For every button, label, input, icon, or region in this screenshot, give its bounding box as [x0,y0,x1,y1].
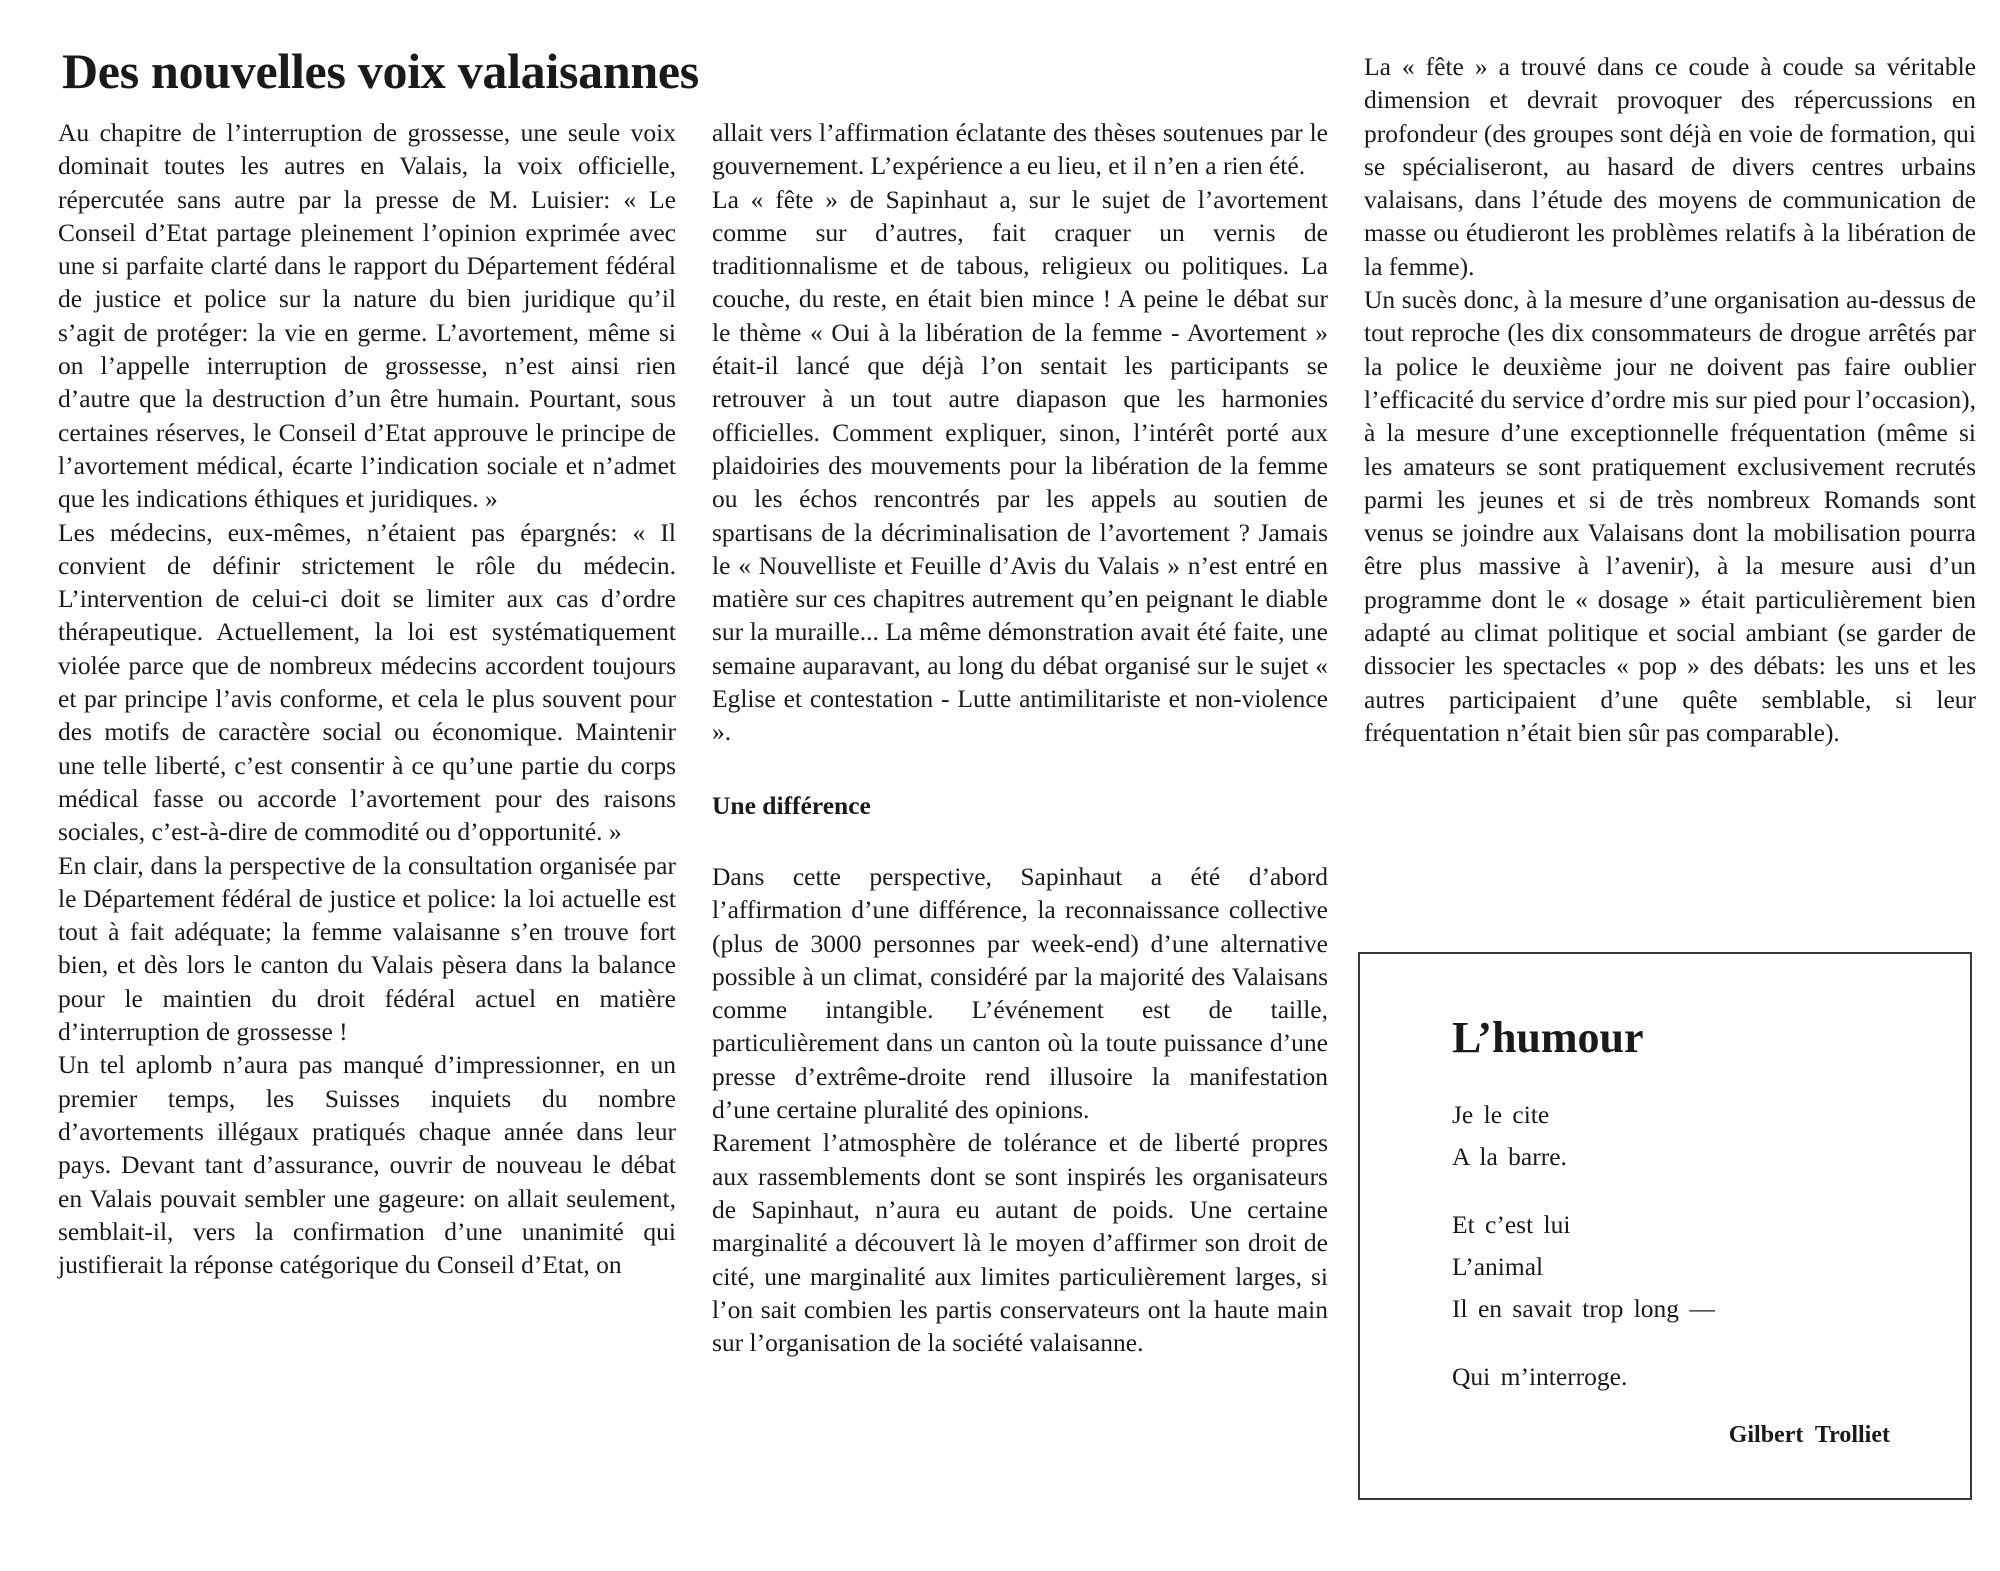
paragraph: La « fête » a trouvé dans ce coude à coude sa véritable dimension et devrait provoquer des répercussions en profondeur (des groupes sont déjà en voie de formation, qui se spécialiseront, au hasard de divers centres urbains valaisans, dans l’étude des moyens de communication de masse ou étudieront les problèmes relatifs à la libération de la femme). [1364,52,1976,281]
poem-stanza [1452,1356,1715,1398]
paragraph: Rarement l’atmosphère de tolérance et de liberté propres aux rassemblements dont se sont inspirés les organisateurs de Sapinhaut, n’aura eu autant de poids. Une certaine marginalité a découvert là le moyen d’affirmer son droit de cité, une marginalité aux limites particulièrement larges, si l’on sait combien les partis conservateurs ont la haute main sur l’organisation de la société valaisanne. [712,1128,1328,1358]
paragraph: La « fête » de Sapinhaut a, sur le sujet de l’avortement comme sur d’autres, fait craquer un vernis de traditionnalisme et de tabous, religieux ou politiques. La couche, du reste, en était bien mince ! A peine le débat sur le thème « Oui à la libération de la femme - Avortement » était-il lancé que déjà l’on sentait les participants se retrouver à un tout autre diapason que les harmonies officielles. Comment expliquer, sinon, l’intérêt porté aux plaidoiries des mouvements pour la libération de la femme ou les échos rencontrés par les appels au soutien de spartisans de la décriminalisation de l’avortement ? Jamais le « Nouvelliste et Feuille d’Avis du Valais » n’est entré en matière sur ces chapitres autrement qu’en peignant le diable sur la muraille... La même démonstration avait été faite, une semaine auparavant, au long du débat organisé sur le sujet « Eglise et contestation - Lutte antimilitariste et non-violence ». [712,184,1328,747]
paragraph: Les médecins, eux-mêmes, n’étaient pas épargnés: « Il convient de définir strictement le rôle du médecin. L’intervention de celui-ci doit se limiter aux cas d’ordre thérapeutique. Actuellement, la loi est systématiquement violée parce que de nombreux médecins accordent toujours et par principe l’avis conforme, et cela le plus souvent pour des motifs de caractère social ou économique. Maintenir une telle liberté, c’est consentir à ce qu’une partie du corps médical fasse ou accorde l’avortement pour des raisons sociales, c’est-à-dire de commodité ou d’opportunité. » [58,517,676,847]
poem-stanza [1452,1094,1715,1178]
poem-line: Qui m’interroge. [1452,1362,1628,1391]
paragraph: En clair, dans la perspective de la consultation organisée par le Département fédéral de justice et police: la loi actuelle est tout à fait adéquate; la femme valaisanne s’en trouve fort bien, et dès lors le canton du Valais pèsera dans la balance pour le maintien du droit fédéral actuel en matière d’interruption de grossesse ! [58,850,676,1047]
paragraph: Un tel aplomb n’aura pas manqué d’impressionner, en un premier temps, les Suisses inquiets du nombre d’avortements illégaux pratiqués chaque année dans leur pays. Devant tant d’assurance, ouvrir de nouveau le débat en Valais pouvait sembler une gageure: on allait seulement, semblait-il, vers la confirmation d’une unanimité qui justifierait la réponse catégorique du Conseil d’Etat, on [58,1050,676,1280]
poem-line: L’animal [1452,1252,1544,1281]
text-column-2 [712,116,1328,1359]
poem-author: Gilbert Trolliet [1728,1422,1890,1448]
poem-stanza [1452,1204,1715,1330]
text-column-3 [1364,50,1976,749]
text-column-1 [58,116,676,1281]
poem-line: Et c’est lui [1452,1210,1571,1239]
paragraph: Au chapitre de l’interruption de grossesse, une seule voix dominait toutes les autres en Valais, la voix officielle, répercutée sans autre par la presse de M. Luisier: « Le Conseil d’Etat partage pleinement l’opinion exprimée avec une si parfaite clarté dans le rapport du Département fédéral de justice et police sur la nature du bien juridique qu’il s’agit de protéger: la vie en germe. L’avortement, même si on l’appelle interruption de grossesse, n’est ainsi rien d’autre que la destruction d’un être humain. Pourtant, sous certaines réserves, le Conseil d’Etat approuve le principe de l’avortement médical, écarte l’indication sociale et n’admet que les indications éthiques et juridiques. » [58,118,676,514]
poem-line: Je le cite [1452,1100,1550,1129]
section-subheading: Une différence [712,790,871,820]
poem-box [1358,952,1972,1500]
article-headline: Des nouvelles voix valaisannes [62,43,699,99]
paragraph: Un sucès donc, à la mesure d’une organisation au-dessus de tout reproche (les dix consommateurs de drogue arrêtés par la police le deuxième jour ne doivent pas faire oublier l’efficacité du service d’ordre mis sur pied pour l’occasion), à la mesure d’une exceptionnelle fréquentation (même si les amateurs se sont pratiquement exclusivement recrutés parmi les jeunes et si de très nombreux Romands sont venus se joindre aux Valaisans dont la mobilisation pourra être plus massive à l’avenir), à la mesure ausi d’un programme dont le « dosage » était particulièrement bien adapté au climat politique et social ambiant (se garder de dissocier les spectacles « pop » des débats: les uns et les autres participaient d’une quête semblable, si leur fréquentation n’était bien sûr pas comparable). [1364,285,1976,747]
poem-line: Il en savait trop long — [1452,1294,1715,1323]
poem-title: L’humour [1452,1013,1644,1062]
poem-body [1452,1094,1715,1424]
paragraph: allait vers l’affirmation éclatante des thèses soutenues par le gouvernement. L’expérience a eu lieu, et il n’en a rien été. [712,118,1328,181]
paragraph: Dans cette perspective, Sapinhaut a été d’abord l’affirmation d’une différence, la reconnaissance collective (plus de 3000 personnes par week-end) d’une alternative possible à un climat, considéré par la majorité des Valaisans comme intangible. L’événement est de taille, particulièrement dans un canton où la toute puissance d’une presse d’extrême-droite rend illusoire la manifestation d’une certaine pluralité des opinions. [712,861,1328,1125]
poem-line: A la barre. [1452,1142,1567,1171]
